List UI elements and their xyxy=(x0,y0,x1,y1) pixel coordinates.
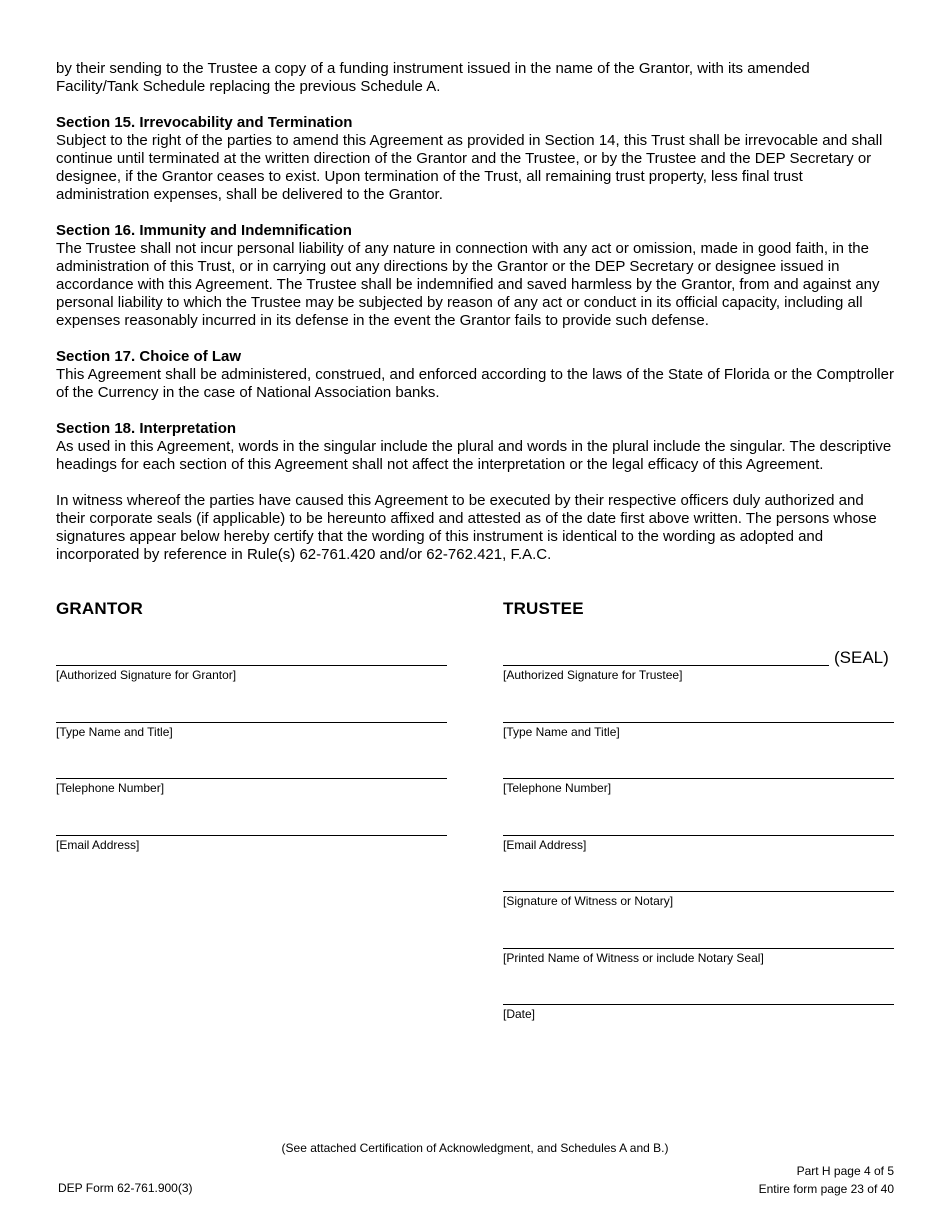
trustee-email-line[interactable] xyxy=(503,835,894,836)
part-page-number: Part H page 4 of 5 xyxy=(796,1164,894,1178)
grantor-name-line[interactable] xyxy=(56,722,447,723)
section-17 xyxy=(56,348,896,402)
witness-signature-label: [Signature of Witness or Notary] xyxy=(503,894,674,908)
trustee-phone-line[interactable] xyxy=(503,778,894,779)
grantor-signature-label: [Authorized Signature for Grantor] xyxy=(56,668,237,682)
section-heading: Section 15. Irrevocability and Termination xyxy=(56,114,353,131)
section-heading: Section 17. Choice of Law xyxy=(56,348,242,365)
section-heading: Section 16. Immunity and Indemnification xyxy=(56,222,352,239)
page-numbers xyxy=(759,1162,894,1198)
date-label: [Date] xyxy=(503,1007,536,1021)
intro-paragraph: by their sending to the Trustee a copy of a funding instrument issued in the name of the Grantor, with its amended Facility/Tank Schedule replacing the previous Schedule A. xyxy=(56,60,810,95)
attachments-note: (See attached Certification of Acknowledgment, and Schedules A and B.) xyxy=(281,1141,669,1155)
witness-paragraph: In witness whereof the parties have caused this Agreement to be executed by their respective officers duly authorized and their corporate seals (if applicable) to be hereunto affixed and attested as of the date first above written. The persons whose signatures appear below hereby certify that the wording of this instrument is identical to the wording as adopted and incorporated by reference in Rule(s) 62-761.420 and/or 62-762.421, F.A.C. xyxy=(56,492,877,563)
section-16 xyxy=(56,222,896,330)
date-line[interactable] xyxy=(503,1004,894,1005)
witness-signature-line[interactable] xyxy=(503,891,894,892)
grantor-phone-label: [Telephone Number] xyxy=(56,781,165,795)
grantor-name-label: [Type Name and Title] xyxy=(56,725,173,739)
trustee-name-line[interactable] xyxy=(503,722,894,723)
seal-marker: (SEAL) xyxy=(834,648,889,667)
trustee-phone-label: [Telephone Number] xyxy=(503,781,612,795)
grantor-phone-line[interactable] xyxy=(56,778,447,779)
witness-printed-name-line[interactable] xyxy=(503,948,894,949)
trustee-name-label: [Type Name and Title] xyxy=(503,725,620,739)
section-15 xyxy=(56,114,896,204)
grantor-email-line[interactable] xyxy=(56,835,447,836)
section-body: This Agreement shall be administered, construed, and enforced according to the laws of the State of Florida or the Comptroller of the Currency in the case of National Association banks. xyxy=(56,366,894,401)
witness-printed-name-label: [Printed Name of Witness or include Notary Seal] xyxy=(503,951,764,965)
document-body xyxy=(56,60,896,564)
section-body: The Trustee shall not incur personal liability of any nature in connection with any act or omission, made in good faith, in the administration of this Trust, or in carrying out any directions by the Grantor or the DEP Secretary or designee issued in accordance with this Agreement. The Trustee shall be indemnified and saved harmless by the Grantor, from and against any personal liability to which the Trustee may be subjected by reason of any act or conduct in its official capacity, including all expenses reasonably incurred in its defense in the event the Grantor fails to provide such defense. xyxy=(56,240,880,329)
grantor-heading: GRANTOR xyxy=(56,599,144,618)
trustee-signature-line[interactable] xyxy=(503,665,829,666)
grantor-email-label: [Email Address] xyxy=(56,838,140,852)
section-18 xyxy=(56,420,896,474)
form-page-number: Entire form page 23 of 40 xyxy=(758,1182,894,1196)
grantor-signature-line[interactable] xyxy=(56,665,447,666)
section-body: As used in this Agreement, words in the singular include the plural and words in the plural include the singular. The descriptive headings for each section of this Agreement shall not affect the interpretation or the legal efficacy of this Agreement. xyxy=(56,438,892,473)
section-body: Subject to the right of the parties to amend this Agreement as provided in Section 14, this Trust shall be irrevocable and shall continue until terminated at the written direction of the Grantor and the Trustee, or by the Trustee and the DEP Secretary or designee, if the Grantor ceases to exist. Upon termination of the Trust, all remaining trust property, less final trust administration expenses, shall be delivered to the Grantor. xyxy=(56,132,883,203)
trustee-heading: TRUSTEE xyxy=(503,599,584,618)
form-id: DEP Form 62-761.900(3) xyxy=(58,1181,193,1195)
trustee-signature-label: [Authorized Signature for Trustee] xyxy=(503,668,683,682)
trustee-email-label: [Email Address] xyxy=(503,838,587,852)
section-heading: Section 18. Interpretation xyxy=(56,420,237,437)
